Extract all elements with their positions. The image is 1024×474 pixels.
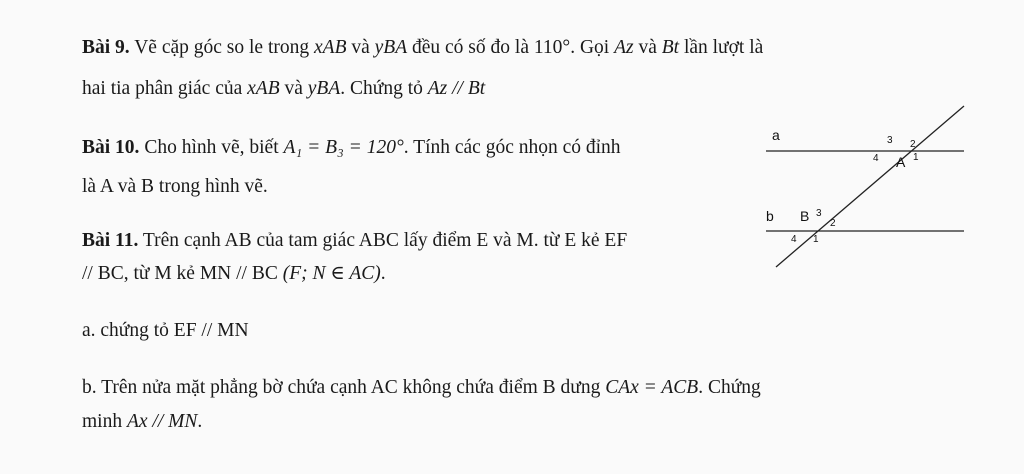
angle-b-3: 3 xyxy=(816,208,822,219)
text-span: Trên cạnh AB của tam giác ABC lấy điểm E và M. từ E kẻ EF xyxy=(142,230,628,251)
text-span: . xyxy=(380,263,386,284)
bai10-label: Bài 10. xyxy=(82,137,140,158)
text-span: b. Trên nửa mặt phẳng bờ chứa cạnh AC không chứa điểm B dưng xyxy=(82,377,606,398)
label-A: A xyxy=(896,154,906,170)
text-span: Cho hình vẽ, biết xyxy=(144,137,284,158)
math-span: Bt xyxy=(661,37,680,58)
label-a: a xyxy=(772,127,780,143)
text-span: . Tính các góc nhọn có đỉnh xyxy=(403,137,621,158)
angle-b-2: 2 xyxy=(830,218,836,229)
label-b: b xyxy=(766,208,774,224)
text-span: minh xyxy=(82,411,127,432)
bai11-part-b-line-1 xyxy=(82,376,761,400)
math-span: A₁ = B₃ = 120° xyxy=(283,137,404,158)
angle-a-4: 4 xyxy=(873,153,879,164)
math-span: xAB xyxy=(314,37,347,58)
math-span: 110° xyxy=(533,37,571,58)
angle-a-2: 2 xyxy=(910,139,916,150)
text-span: a. chứng tỏ EF // MN xyxy=(82,320,249,341)
transversal-line xyxy=(776,106,964,267)
math-span: CAx = ACB xyxy=(605,377,699,398)
text-span: . Gọi xyxy=(570,37,615,58)
text-span: lần lượt là xyxy=(679,37,764,58)
bai10-line-1 xyxy=(82,136,621,160)
text-span: và xyxy=(346,37,375,58)
text-span: // BC, từ M kẻ MN // BC xyxy=(82,263,283,284)
bai11-line-2 xyxy=(82,262,386,286)
math-span: (F; N ∈ AC) xyxy=(282,263,381,284)
text-span: . Chứng xyxy=(698,377,761,398)
bai11-part-a xyxy=(82,319,249,343)
text-span: và xyxy=(279,78,308,99)
bai11-line-1 xyxy=(82,229,627,253)
angle-b-4: 4 xyxy=(791,234,797,245)
label-B: B xyxy=(800,208,810,224)
text-span: đều có số đo là xyxy=(407,37,534,58)
angle-a-3: 3 xyxy=(887,135,893,146)
text-span: hai tia phân giác của xyxy=(82,78,248,99)
math-span: Az xyxy=(614,37,634,58)
math-span: yBA xyxy=(307,78,341,99)
text-span: Vẽ cặp góc so le trong xyxy=(134,37,314,58)
bai9-line-2 xyxy=(82,77,485,101)
math-span: xAB xyxy=(247,78,280,99)
text-span: là A và B trong hình vẽ. xyxy=(82,176,268,197)
text-span: . Chứng tỏ xyxy=(340,78,428,99)
bai10-line-2 xyxy=(82,175,268,199)
bai9-line-1 xyxy=(82,36,763,60)
parallel-lines-figure xyxy=(760,100,970,280)
bai11-part-b-line-2 xyxy=(82,410,202,434)
math-span: Az // Bt xyxy=(427,78,486,99)
bai9-label: Bài 9. xyxy=(82,37,130,58)
text-span: và xyxy=(633,37,662,58)
math-span: yBA xyxy=(374,37,408,58)
angle-a-1: 1 xyxy=(913,152,919,163)
angle-b-1: 1 xyxy=(813,234,819,245)
text-span: . xyxy=(197,411,203,432)
math-span: Ax // MN xyxy=(126,411,198,432)
bai11-label: Bài 11. xyxy=(82,230,139,251)
